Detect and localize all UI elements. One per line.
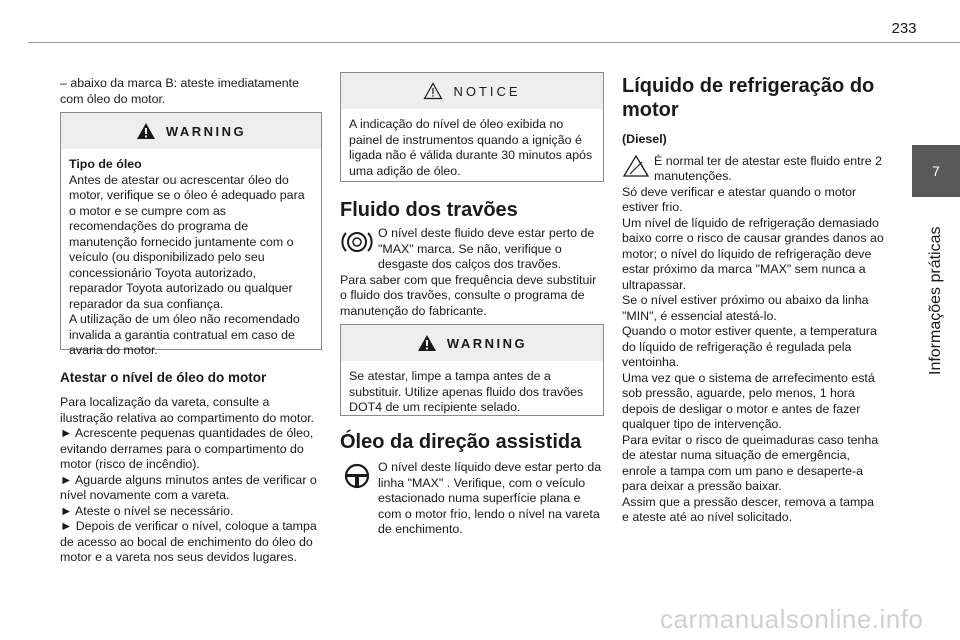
intro-text: – abaixo da marca B: ateste imediatamente com óleo do motor. [60,76,299,106]
coolant-paragraph: É normal ter de atestar este fluido entre 2 manutenções. [654,153,882,183]
steering-wheel-icon [340,462,374,490]
coolant-title: Líquido de refrigeração do motor [622,75,875,121]
bullet-item: ► Depois de verificar o nível, coloque a tampa de acesso ao bocal de enchimento do óleo do motor e a vareta nos seus devidos lugares. [60,519,317,564]
brake-title: Fluido dos travões [340,199,518,221]
coolant-paragraph: Uma vez que o sistema de arrefecimento está sob pressão, aguarde, pelo menos, 1 hora depois de desligar o motor e antes de fazer qualquer tipo de intervenção. [622,370,875,431]
notice-header [341,73,603,109]
section-title: Atestar o nível de óleo do motor [60,370,267,385]
warning-header [341,325,603,361]
steering-title: Óleo da direção assistida [340,431,582,453]
warning-icon [136,122,156,140]
warning-body: Antes de atestar ou acrescentar óleo do motor, verifique se o óleo é adequado para o motor e se cumpre com as recomendações do programa de manutenção fornecido juntamente com o veículo (ou disponibilizado pelo seu concessionário Toyota autorizado, reparador Toyota autorizado ou qualquer reparador da sua confiança. [69,172,305,311]
notice-triangle-icon [423,82,443,100]
chapter-title-text: Informações práticas [927,226,944,375]
chapter-tab[interactable]: 7 [912,145,960,197]
chapter-title [912,205,960,385]
warning-icon [417,334,437,352]
coolant-paragraph: Só deve verificar e atestar quando o motor estiver frio. [622,184,857,214]
section-brake-fluid [340,198,602,319]
page-number: 233 [891,20,917,37]
bullet-item: ► Aguarde alguns minutos antes de verificar o nível novamente com a vareta. [60,472,317,502]
brake-fluid-icon [340,228,374,256]
warning-box-brake [340,324,604,416]
warning-label: WARNING [165,123,247,139]
warning-label: WARNING [446,335,528,351]
brake-paragraph-2: Para saber com que frequência deve substituir o fluido dos travões, consulte o programa de manutenção do fabricante. [340,272,597,318]
header-divider [28,42,960,43]
coolant-paragraph: Se o nível estiver próximo ou abaixo da linha "MIN", é essencial atestá-lo. [622,293,869,323]
warning-header [61,113,321,149]
section-paragraph: Para localização da vareta, consulte a ilustração relativa ao compartimento do motor. [60,395,315,425]
brake-paragraph-1: O nível deste fluido deve estar perto de "MAX" marca. Se não, verifique o desgaste dos calços dos travões. [378,226,595,271]
coolant-paragraph: Assim que a pressão descer, remova a tampa e ateste até ao nível solicitado. [622,494,875,524]
column-1 [60,76,322,107]
section-power-steering [340,430,602,538]
section-oil-level [60,370,322,566]
bullet-item: ► Acrescente pequenas quantidades de óleo, evitando derrames para o compartimento do motor (risco de incêndio). [60,426,314,471]
notice-box [340,72,604,182]
bullet-item: ► Ateste o nível se necessário. [60,503,234,518]
coolant-subtitle: (Diesel) [622,132,667,146]
section-coolant [622,74,884,526]
watermark: carmanualsonline.info [660,604,924,634]
warning-body: Se atestar, limpe a tampa antes de a substituir. Utilize apenas fluido dos travões DOT4 de um recipiente selado. [349,369,584,414]
notice-label: NOTICE [453,83,521,99]
steering-paragraph: O nível deste líquido deve estar perto da linha "MAX" . Verifique, com o veículo estacionado numa superfície plana e com o motor frio, lendo o nível na vareta de enchimento. [378,460,602,536]
caution-icon [622,154,650,178]
notice-body: A indicação do nível de óleo exibida no painel de instrumentos quando a ignição é ligada não é válida durante 30 minutos após uma adição de óleo. [349,117,593,178]
warning-title: Tipo de óleo [69,157,142,171]
coolant-paragraph: Para evitar o risco de queimaduras caso tenha de atestar numa situação de emergência, enrole a tampa com um pano e desaperte-a para deixar a pressão baixar. [622,432,879,493]
warning-box-oil [60,112,322,357]
warning-body-2: A utilização de um óleo não recomendado invalida a garantia contratual em caso de avaria do motor. [69,312,300,357]
coolant-paragraph: Quando o motor estiver quente, a temperatura do líquido de refrigeração é regulada pela ventoinha. [622,324,877,369]
coolant-paragraph: Um nível de líquido de refrigeração demasiado baixo corre o risco de causar grandes danos ao motor; o nível do líquido de refrigeração deve estar próximo da marca "MAX" sem nunca a ultrapassar. [622,215,884,292]
